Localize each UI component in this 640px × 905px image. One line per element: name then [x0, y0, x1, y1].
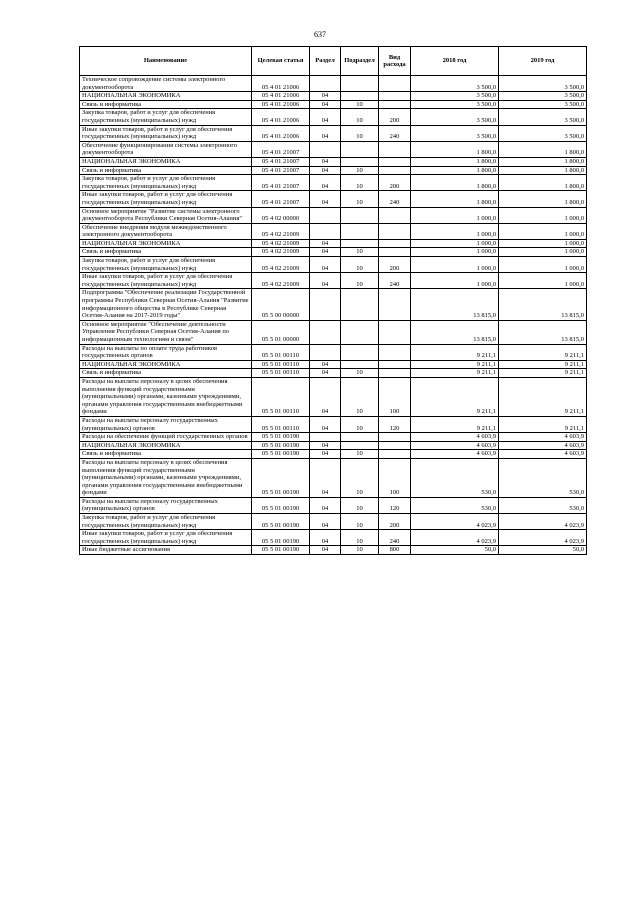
cell-name: Закупка товаров, работ и услуг для обеспечения государственных (муниципальных) нужд	[80, 175, 252, 191]
cell-podrazdel: 10	[341, 369, 379, 378]
cell-razdel: 04	[310, 458, 341, 497]
cell-target: 05 4 02 21009	[252, 257, 310, 273]
cell-vid	[379, 344, 411, 360]
table-row	[80, 497, 587, 513]
cell-2018: 9 211,1	[411, 369, 499, 378]
table-row	[80, 207, 587, 223]
cell-target: 05 5 01 00110	[252, 416, 310, 432]
cell-razdel	[310, 76, 341, 92]
cell-2018: 4 603,9	[411, 433, 499, 442]
cell-vid: 100	[379, 377, 411, 416]
cell-vid	[379, 166, 411, 175]
header-target: Целевая статья	[252, 47, 310, 76]
cell-2018: 1 000,0	[411, 273, 499, 289]
cell-2018: 13 815,0	[411, 320, 499, 344]
cell-vid	[379, 141, 411, 157]
table-body	[80, 76, 587, 555]
cell-podrazdel	[341, 76, 379, 92]
cell-name: Расходы на выплаты персоналу в целях обеспечения выполнения функций государственными (муниципальными) органами, казенными учреждениями, органами управления государственными внебюджетными фондами	[80, 377, 252, 416]
cell-target: 05 4 01 21006	[252, 92, 310, 101]
cell-name: Подпрограмма "Обеспечение реализации Государственной программы Республики Северная Осетия-Алания "Развитие информационного общества в Республике Северная Осетия-Алания на 2017-2019 годы"	[80, 289, 252, 320]
cell-podrazdel	[341, 141, 379, 157]
cell-vid	[379, 450, 411, 459]
cell-target: 05 5 01 00190	[252, 514, 310, 530]
cell-2018: 1 800,0	[411, 191, 499, 207]
cell-podrazdel: 10	[341, 458, 379, 497]
cell-2019: 4 603,9	[499, 433, 587, 442]
cell-2019: 9 211,1	[499, 377, 587, 416]
cell-razdel: 04	[310, 239, 341, 248]
cell-2018: 1 000,0	[411, 239, 499, 248]
cell-2018: 9 211,1	[411, 416, 499, 432]
cell-2019: 9 211,1	[499, 360, 587, 369]
header-razdel: Раздел	[310, 47, 341, 76]
cell-razdel	[310, 223, 341, 239]
cell-2019: 9 211,1	[499, 369, 587, 378]
header-2019: 2019 год	[499, 47, 587, 76]
cell-name: НАЦИОНАЛЬНАЯ ЭКОНОМИКА	[80, 360, 252, 369]
cell-podrazdel: 10	[341, 514, 379, 530]
budget-table	[79, 46, 587, 555]
cell-name: Связь и информатика	[80, 166, 252, 175]
table-row	[80, 320, 587, 344]
cell-target: 05 5 01 00190	[252, 433, 310, 442]
table-row	[80, 530, 587, 546]
cell-name: Основное мероприятие "Развитие системы электронного документооборота Республики Северная Осетия-Алания"	[80, 207, 252, 223]
table-row	[80, 248, 587, 257]
cell-name: Связь и информатика	[80, 369, 252, 378]
cell-2018: 1 000,0	[411, 248, 499, 257]
cell-vid	[379, 157, 411, 166]
table-row	[80, 433, 587, 442]
cell-name: НАЦИОНАЛЬНАЯ ЭКОНОМИКА	[80, 441, 252, 450]
cell-name: Закупка товаров, работ и услуг для обеспечения государственных (муниципальных) нужд	[80, 257, 252, 273]
cell-name: Расходы на выплаты по оплате труда работников государственных органов	[80, 344, 252, 360]
cell-2019: 1 000,0	[499, 239, 587, 248]
cell-2018: 1 800,0	[411, 175, 499, 191]
cell-2019: 1 000,0	[499, 273, 587, 289]
cell-vid: 240	[379, 273, 411, 289]
table-row	[80, 191, 587, 207]
cell-2019: 4 603,9	[499, 441, 587, 450]
table-row	[80, 157, 587, 166]
table-row	[80, 141, 587, 157]
cell-2018: 4 603,9	[411, 441, 499, 450]
cell-podrazdel: 10	[341, 248, 379, 257]
cell-2018: 1 800,0	[411, 141, 499, 157]
cell-2018: 1 800,0	[411, 166, 499, 175]
table-row	[80, 344, 587, 360]
cell-2018: 13 815,0	[411, 289, 499, 320]
cell-2018: 1 000,0	[411, 223, 499, 239]
cell-vid: 100	[379, 458, 411, 497]
cell-razdel: 04	[310, 377, 341, 416]
cell-podrazdel: 10	[341, 416, 379, 432]
cell-2019: 530,0	[499, 458, 587, 497]
cell-vid	[379, 92, 411, 101]
cell-2019: 50,0	[499, 546, 587, 555]
cell-vid	[379, 100, 411, 109]
cell-razdel: 04	[310, 369, 341, 378]
cell-name: Обеспечение внедрения модуля межведомственного электронного документооборота	[80, 223, 252, 239]
cell-2019: 13 815,0	[499, 289, 587, 320]
cell-razdel: 04	[310, 166, 341, 175]
cell-podrazdel	[341, 433, 379, 442]
table-row	[80, 76, 587, 92]
cell-vid: 200	[379, 257, 411, 273]
table-row	[80, 239, 587, 248]
cell-razdel: 04	[310, 514, 341, 530]
cell-2019: 1 800,0	[499, 157, 587, 166]
cell-2019: 4 023,9	[499, 530, 587, 546]
cell-podrazdel	[341, 207, 379, 223]
cell-razdel: 04	[310, 441, 341, 450]
cell-target: 05 5 00 00000	[252, 289, 310, 320]
cell-2018: 1 000,0	[411, 207, 499, 223]
cell-razdel: 04	[310, 497, 341, 513]
cell-name: Техническое сопровождение системы электронного документооборота	[80, 76, 252, 92]
cell-vid	[379, 223, 411, 239]
cell-podrazdel: 10	[341, 257, 379, 273]
table-header-row	[80, 47, 587, 76]
cell-target: 05 4 02 21009	[252, 273, 310, 289]
cell-target: 05 4 01 21007	[252, 175, 310, 191]
cell-2018: 4 023,9	[411, 514, 499, 530]
cell-2018: 9 211,1	[411, 360, 499, 369]
cell-razdel	[310, 289, 341, 320]
cell-name: Расходы на выплаты персоналу государственных (муниципальных) органов	[80, 497, 252, 513]
cell-podrazdel: 10	[341, 450, 379, 459]
cell-2019: 1 800,0	[499, 175, 587, 191]
cell-2018: 4 023,9	[411, 530, 499, 546]
cell-vid	[379, 207, 411, 223]
cell-razdel	[310, 320, 341, 344]
header-podrazdel: Подраздел	[341, 47, 379, 76]
table-row	[80, 175, 587, 191]
table-row	[80, 458, 587, 497]
cell-target: 05 5 01 00190	[252, 450, 310, 459]
table-row	[80, 257, 587, 273]
table-row	[80, 416, 587, 432]
cell-name: Иные закупки товаров, работ и услуг для обеспечения государственных (муниципальных) нужд	[80, 530, 252, 546]
cell-2019: 4 023,9	[499, 514, 587, 530]
cell-target: 05 5 01 00190	[252, 441, 310, 450]
table-row	[80, 514, 587, 530]
cell-target: 05 5 01 00110	[252, 377, 310, 416]
cell-razdel	[310, 344, 341, 360]
cell-vid	[379, 76, 411, 92]
cell-razdel: 04	[310, 416, 341, 432]
cell-target: 05 4 01 21007	[252, 157, 310, 166]
cell-name: Обеспечение функционирования системы электронного документооборота	[80, 141, 252, 157]
cell-target: 05 4 01 21006	[252, 125, 310, 141]
cell-target: 05 4 01 21006	[252, 100, 310, 109]
cell-vid: 120	[379, 416, 411, 432]
cell-vid	[379, 441, 411, 450]
cell-2018: 4 603,9	[411, 450, 499, 459]
cell-name: Закупка товаров, работ и услуг для обеспечения государственных (муниципальных) нужд	[80, 109, 252, 125]
table-row	[80, 166, 587, 175]
cell-podrazdel: 10	[341, 497, 379, 513]
table-row	[80, 109, 587, 125]
cell-vid	[379, 320, 411, 344]
cell-podrazdel: 10	[341, 530, 379, 546]
cell-name: Расходы на обеспечение функций государственных органов	[80, 433, 252, 442]
table-row	[80, 546, 587, 555]
header-vid: Вид расхода	[379, 47, 411, 76]
cell-target: 05 5 01 00110	[252, 360, 310, 369]
cell-target: 05 4 01 21007	[252, 191, 310, 207]
cell-target: 05 4 02 21009	[252, 248, 310, 257]
cell-2019: 3 500,0	[499, 92, 587, 101]
cell-razdel: 04	[310, 530, 341, 546]
cell-target: 05 4 01 21007	[252, 141, 310, 157]
cell-name: НАЦИОНАЛЬНАЯ ЭКОНОМИКА	[80, 157, 252, 166]
table-row	[80, 369, 587, 378]
cell-razdel: 04	[310, 92, 341, 101]
cell-2019: 1 000,0	[499, 248, 587, 257]
cell-target: 05 5 01 00190	[252, 546, 310, 555]
cell-podrazdel	[341, 344, 379, 360]
cell-2018: 3 500,0	[411, 92, 499, 101]
cell-podrazdel	[341, 360, 379, 369]
cell-razdel: 04	[310, 257, 341, 273]
cell-podrazdel	[341, 92, 379, 101]
cell-2019: 1 800,0	[499, 191, 587, 207]
cell-podrazdel	[341, 320, 379, 344]
cell-2018: 1 800,0	[411, 157, 499, 166]
cell-vid	[379, 433, 411, 442]
cell-vid	[379, 360, 411, 369]
cell-razdel: 04	[310, 546, 341, 555]
cell-2019: 9 211,1	[499, 344, 587, 360]
cell-name: Иные закупки товаров, работ и услуг для обеспечения государственных (муниципальных) нужд	[80, 191, 252, 207]
cell-razdel: 04	[310, 450, 341, 459]
cell-2019: 3 500,0	[499, 100, 587, 109]
cell-2019: 1 800,0	[499, 141, 587, 157]
cell-target: 05 5 01 00000	[252, 320, 310, 344]
cell-podrazdel: 10	[341, 191, 379, 207]
cell-razdel: 04	[310, 360, 341, 369]
cell-2018: 9 211,1	[411, 344, 499, 360]
cell-razdel: 04	[310, 109, 341, 125]
cell-2018: 3 500,0	[411, 125, 499, 141]
cell-name: Связь и информатика	[80, 100, 252, 109]
cell-2018: 3 500,0	[411, 100, 499, 109]
cell-razdel: 04	[310, 273, 341, 289]
cell-vid: 200	[379, 109, 411, 125]
cell-vid: 200	[379, 514, 411, 530]
cell-podrazdel: 10	[341, 175, 379, 191]
cell-2019: 1 000,0	[499, 207, 587, 223]
cell-target: 05 4 02 00000	[252, 207, 310, 223]
cell-2018: 530,0	[411, 497, 499, 513]
cell-razdel: 04	[310, 175, 341, 191]
table-row	[80, 289, 587, 320]
cell-target: 05 5 01 00110	[252, 344, 310, 360]
header-name: Наименование	[80, 47, 252, 76]
cell-razdel: 04	[310, 157, 341, 166]
cell-2018: 3 500,0	[411, 109, 499, 125]
cell-name: Расходы на выплаты персоналу в целях обеспечения выполнения функций государственными (муниципальными) органами, казенными учреждениями, органами управления государственными внебюджетными фондами	[80, 458, 252, 497]
cell-vid	[379, 369, 411, 378]
cell-name: Иные закупки товаров, работ и услуг для обеспечения государственных (муниципальных) нужд	[80, 273, 252, 289]
cell-podrazdel: 10	[341, 273, 379, 289]
cell-vid	[379, 248, 411, 257]
table-row	[80, 92, 587, 101]
cell-target: 05 5 01 00190	[252, 497, 310, 513]
cell-target: 05 4 02 21009	[252, 239, 310, 248]
cell-podrazdel	[341, 239, 379, 248]
cell-2019: 3 500,0	[499, 76, 587, 92]
cell-2018: 9 211,1	[411, 377, 499, 416]
cell-vid: 200	[379, 175, 411, 191]
cell-name: Связь и информатика	[80, 450, 252, 459]
cell-vid	[379, 239, 411, 248]
cell-podrazdel	[341, 223, 379, 239]
cell-2018: 1 000,0	[411, 257, 499, 273]
table-row	[80, 377, 587, 416]
cell-vid: 240	[379, 125, 411, 141]
cell-name: Расходы на выплаты персоналу государственных (муниципальных) органов	[80, 416, 252, 432]
cell-razdel: 04	[310, 125, 341, 141]
cell-vid: 120	[379, 497, 411, 513]
cell-2019: 1 800,0	[499, 166, 587, 175]
cell-podrazdel: 10	[341, 166, 379, 175]
cell-name: НАЦИОНАЛЬНАЯ ЭКОНОМИКА	[80, 92, 252, 101]
cell-podrazdel: 10	[341, 125, 379, 141]
cell-target: 05 5 01 00190	[252, 458, 310, 497]
cell-razdel: 04	[310, 248, 341, 257]
cell-target: 05 4 02 21009	[252, 223, 310, 239]
cell-name: НАЦИОНАЛЬНАЯ ЭКОНОМИКА	[80, 239, 252, 248]
table-row	[80, 273, 587, 289]
cell-podrazdel: 10	[341, 109, 379, 125]
cell-2019: 3 500,0	[499, 125, 587, 141]
cell-2019: 1 000,0	[499, 223, 587, 239]
cell-razdel	[310, 141, 341, 157]
cell-vid: 240	[379, 191, 411, 207]
cell-razdel	[310, 207, 341, 223]
cell-podrazdel: 10	[341, 377, 379, 416]
cell-podrazdel	[341, 289, 379, 320]
cell-vid	[379, 289, 411, 320]
cell-podrazdel	[341, 157, 379, 166]
cell-name: Иные бюджетные ассигнования	[80, 546, 252, 555]
cell-target: 05 4 01 21007	[252, 166, 310, 175]
cell-2019: 13 815,0	[499, 320, 587, 344]
table-row	[80, 100, 587, 109]
cell-2018: 530,0	[411, 458, 499, 497]
cell-target: 05 5 01 00190	[252, 530, 310, 546]
table-row	[80, 450, 587, 459]
cell-name: Закупка товаров, работ и услуг для обеспечения государственных (муниципальных) нужд	[80, 514, 252, 530]
cell-2019: 1 000,0	[499, 257, 587, 273]
cell-razdel: 04	[310, 100, 341, 109]
cell-vid: 240	[379, 530, 411, 546]
cell-target: 05 4 01 21006	[252, 76, 310, 92]
cell-podrazdel	[341, 441, 379, 450]
cell-name: Связь и информатика	[80, 248, 252, 257]
cell-podrazdel: 10	[341, 546, 379, 555]
table-row	[80, 441, 587, 450]
cell-2019: 4 603,9	[499, 450, 587, 459]
cell-name: Иные закупки товаров, работ и услуг для обеспечения государственных (муниципальных) нужд	[80, 125, 252, 141]
cell-2018: 3 500,0	[411, 76, 499, 92]
table-row	[80, 125, 587, 141]
table-row	[80, 360, 587, 369]
cell-razdel	[310, 433, 341, 442]
cell-2019: 530,0	[499, 497, 587, 513]
cell-2019: 3 500,0	[499, 109, 587, 125]
cell-2018: 50,0	[411, 546, 499, 555]
page-number: 637	[314, 30, 326, 39]
table-row	[80, 223, 587, 239]
cell-target: 05 5 01 00110	[252, 369, 310, 378]
cell-vid: 800	[379, 546, 411, 555]
cell-razdel: 04	[310, 191, 341, 207]
header-2018: 2018 год	[411, 47, 499, 76]
cell-target: 05 4 01 21006	[252, 109, 310, 125]
cell-name: Основное мероприятие "Обеспечение деятельности Управления Республики Северная Осетия-Алания по информационным технологиям и связи"	[80, 320, 252, 344]
cell-2019: 9 211,1	[499, 416, 587, 432]
cell-podrazdel: 10	[341, 100, 379, 109]
